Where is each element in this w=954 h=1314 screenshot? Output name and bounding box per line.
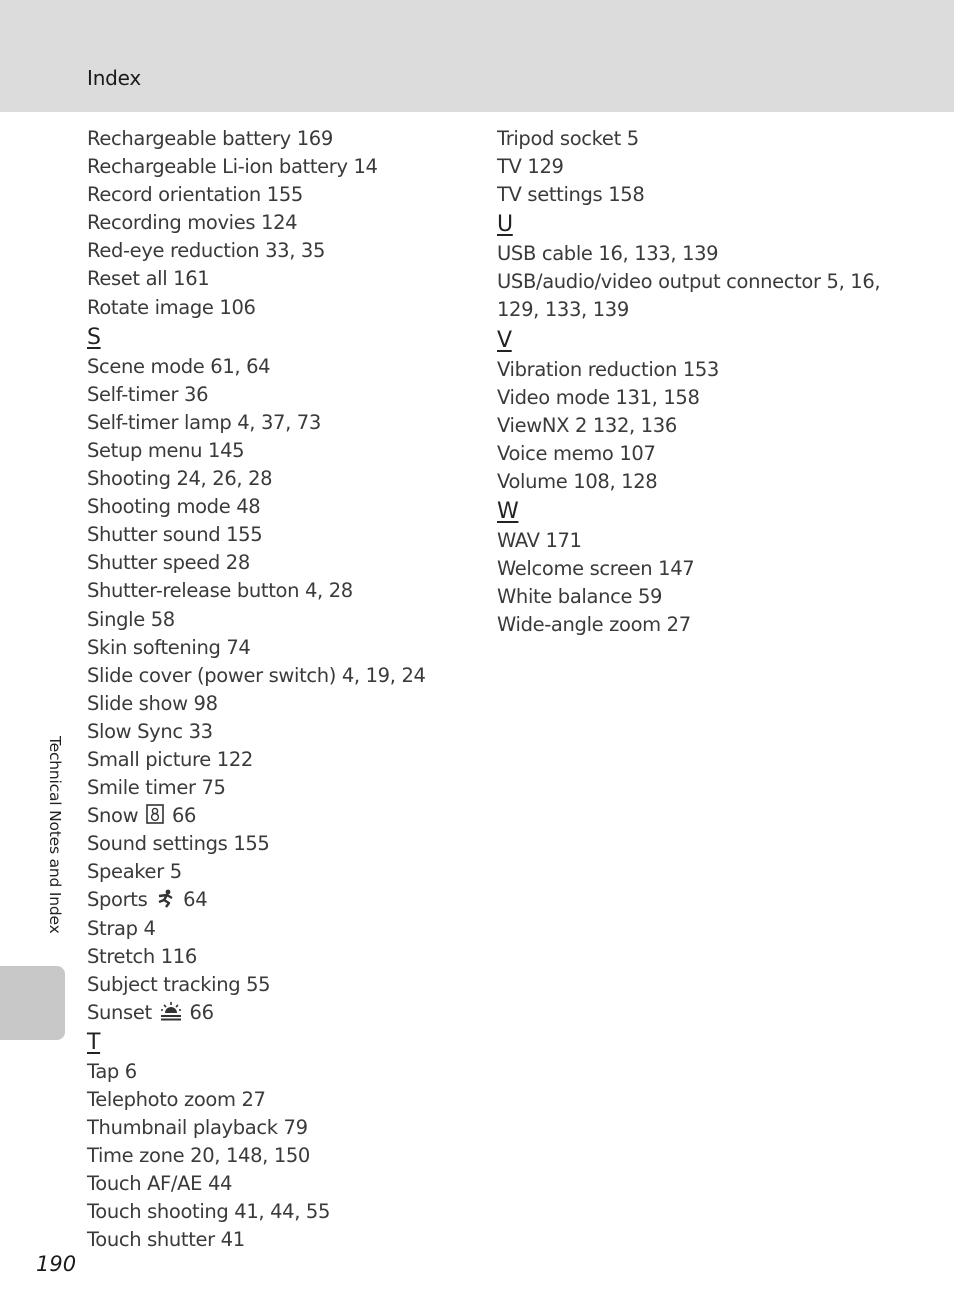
index-entry: Shutter speed 28 [87, 551, 250, 575]
section-tab [0, 966, 65, 1040]
index-entry: Rechargeable battery 169 [87, 127, 333, 150]
index-entry: Thumbnail playback 79 [87, 1116, 308, 1140]
page-header [0, 0, 954, 112]
section-tab-label: Technical Notes and Index [46, 736, 64, 934]
index-entry: TV settings 158 [497, 183, 645, 207]
sunset-mode-icon [160, 1001, 182, 1029]
index-entry: Small picture 122 [87, 747, 253, 771]
index-entry: Stretch 116 [87, 944, 197, 968]
index-entry: Touch shooting 41, 44, 55 [87, 1200, 331, 1224]
index-entry: Setup menu 145 [87, 438, 245, 462]
index-entry: Scene mode 61, 64 [87, 354, 271, 378]
index-entry: Time zone 20, 148, 150 [87, 1144, 310, 1168]
index-entry [87, 886, 487, 914]
index-entry: Smile timer 75 [87, 776, 226, 800]
index-entry: Tap 6 [87, 1059, 137, 1083]
sports-mode-icon [155, 888, 175, 916]
index-entry: Slide show 98 [87, 691, 218, 715]
index-entry-pages: 66 [189, 1000, 214, 1024]
index-entry: Volume 108, 128 [497, 469, 658, 493]
index-entry: Record orientation 155 [87, 183, 303, 207]
index-section-letter: S [87, 324, 101, 350]
index-section-letter: T [87, 1029, 101, 1055]
index-column-right [497, 125, 917, 639]
index-entry [87, 999, 487, 1027]
index-entry: USB cable 16, 133, 139 [497, 242, 719, 266]
index-entry: Shooting mode 48 [87, 495, 261, 519]
index-section-letter: V [497, 327, 512, 353]
index-entry: Single 58 [87, 607, 175, 631]
index-entry: WAV 171 [497, 529, 582, 553]
index-entry [87, 802, 487, 830]
index-column-left [87, 125, 487, 1255]
index-entry: Rechargeable Li-ion battery 14 [87, 155, 378, 179]
index-entry: Strap 4 [87, 916, 156, 940]
index-entry: Touch AF/AE 44 [87, 1172, 233, 1196]
index-entry: Skin softening 74 [87, 635, 251, 659]
index-entry: Shutter sound 155 [87, 523, 263, 547]
index-entry: Tripod socket 5 [497, 127, 639, 150]
index-entry: Speaker 5 [87, 860, 182, 884]
page-number: 190 [36, 1252, 77, 1276]
index-entry: Subject tracking 55 [87, 972, 271, 996]
index-entry: Welcome screen 147 [497, 557, 695, 581]
index-entry: Rotate image 106 [87, 295, 256, 319]
index-entry: Sound settings 155 [87, 832, 270, 856]
index-entry: Wide-angle zoom 27 [497, 613, 691, 637]
index-entry: Slide cover (power switch) 4, 19, 24 [87, 663, 426, 687]
index-entry: Telephoto zoom 27 [87, 1088, 266, 1111]
index-entry: TV 129 [497, 155, 564, 179]
index-entry: Recording movies 124 [87, 211, 298, 235]
index-entry: Touch shutter 41 [87, 1228, 245, 1252]
index-section-letter: U [497, 212, 513, 238]
index-entry: Vibration reduction 153 [497, 357, 719, 381]
index-entry-label: Sports [87, 888, 148, 912]
index-entry: Video mode 131, 158 [497, 385, 700, 409]
index-entry: Voice memo 107 [497, 441, 656, 465]
index-entry: Reset all 161 [87, 267, 210, 291]
page-title: Index [87, 66, 142, 90]
index-entry: Red-eye reduction 33, 35 [87, 239, 326, 263]
index-entry: Shutter-release button 4, 28 [87, 579, 353, 603]
index-entry-pages: 64 [183, 888, 208, 912]
index-entry: Self-timer lamp 4, 37, 73 [87, 410, 321, 434]
index-entry: Shooting 24, 26, 28 [87, 467, 273, 491]
index-entry-pages: 66 [171, 804, 197, 828]
index-entry: 129, 133, 139 [497, 298, 629, 322]
index-entry-label: Snow [87, 804, 139, 828]
index-entry: Self-timer 36 [87, 382, 209, 406]
index-entry: USB/audio/video output connector 5, 16, [497, 270, 881, 294]
index-section-letter: W [497, 499, 519, 525]
index-entry: Slow Sync 33 [87, 719, 213, 743]
index-entry: ViewNX 2 132, 136 [497, 413, 677, 437]
index-entry-label: Sunset [87, 1000, 152, 1024]
snow-mode-icon [146, 804, 164, 832]
index-entry: White balance 59 [497, 585, 663, 609]
